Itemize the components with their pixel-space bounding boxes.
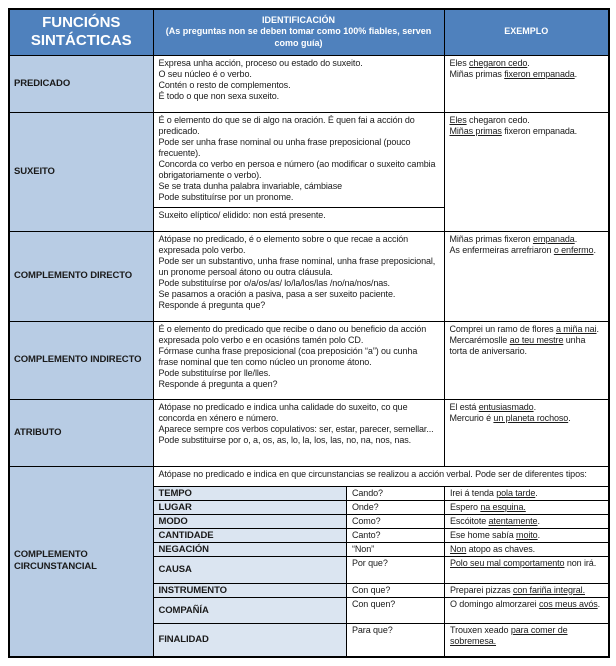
text-line: Pode ser un substantivo, unha frase nominal, unha frase preposicional, un pronome persoal átono ou outra cláusula. [158,255,436,277]
identification-extra [154,208,444,223]
example-cell [444,399,609,466]
underlined-text: Non [450,543,467,554]
circunstancial-subtable [154,487,609,657]
header-col1-title: FUNCIÓNS SINTÁCTICAS [30,13,132,50]
circunstancial-cell [153,466,609,657]
type-label: CANTIDADE [154,528,347,542]
text-line: Concorda co verbo en persoa e número (ao modificar o suxeito cambia obrigatoriamente o verbo). [158,158,436,180]
type-label: NEGACIÓN [154,542,347,556]
type-example [445,528,609,542]
text-line: Se pasamos a oración a pasiva, pasa a ser suxeito paciente. [158,288,396,299]
underlined-text: Eles [449,114,467,125]
text-line: As enfermeiras arrefriaron o enfermo. [449,244,596,255]
circunstancial-type-row [154,597,609,623]
circunstancial-type-row [154,528,609,542]
type-example [445,556,609,583]
row-atributo [9,399,609,466]
underlined-text: Miñas primas [449,125,502,136]
funcions-sintacticas-table [8,8,610,658]
type-question: Con que? [347,583,445,597]
text-line: Aparece sempre cos verbos copulativos: ser, estar, parecer, semellar... [158,423,434,434]
type-example [445,623,609,656]
text-line: Contén o resto de complementos. [158,79,291,90]
underlined-text: entusiasmado [478,401,534,412]
text-line: Pode substituírse por o/a/os/as/ lo/la/los/las /no/na/nos/nas. [158,277,390,288]
text-line: Mercurio é un planeta rochoso. [449,412,571,423]
underlined-text: para comer de sobremesa. [450,624,568,646]
circunstancial-type-row [154,556,609,583]
text-line: Atópase no predicado, é o elemento sobre o que recae a acción expresada polo verbo. [158,233,409,255]
row-label-atributo: ATRIBUTO [9,399,153,466]
type-question: Por que? [347,556,445,583]
identification-main [154,113,444,208]
text-line: Irei á tenda pola tarde. [450,487,538,498]
type-label: MODO [154,514,347,528]
type-question: “Non” [347,542,445,556]
header-col3-title: EXEMPLO [504,26,549,37]
text-line: É o elemento do predicado que recibe o dano ou beneficio da acción expresada polo verbo e en ocasións tamén polo CD. [158,323,427,345]
example-cell [444,231,609,321]
type-label: LUGAR [154,500,347,514]
type-question: Con quen? [347,597,445,623]
table-header [9,9,609,55]
row-complemento-indirecto [9,321,609,399]
text-line: Preparei pizzas con fariña integral. [450,584,585,595]
text-line: Comprei un ramo de flores a miña nai. [449,323,599,334]
header-funcions-sintacticas [9,9,153,55]
type-example [445,500,609,514]
text-line: El está entusiasmado. [449,401,536,412]
row-complemento-circunstancial [9,466,609,657]
circunstancial-intro: Atópase no predicado e indica en que circunstancias se realizou a acción verbal. Pode ser de diferentes tipos: [154,467,609,487]
text-line: Ese home sabía moito. [450,529,540,540]
text-line: Trouxen xeado para comer de sobremesa. [450,624,568,646]
type-question: Onde? [347,500,445,514]
circunstancial-type-row [154,542,609,556]
underlined-text: ao teu mestre [509,334,564,345]
text-line: Espero na esquina. [450,501,526,512]
underlined-text: moito [516,529,538,540]
type-label: INSTRUMENTO [154,583,347,597]
identification-cell [153,399,444,466]
type-question: Canto? [347,528,445,542]
example-cell [444,112,609,231]
text-line: É todo o que non sexa suxeito. [158,90,280,101]
circunstancial-type-row [154,623,609,656]
text-line: Responde á pregunta a quen? [158,378,278,389]
identification-cell [153,321,444,399]
header-identificacion [153,9,444,55]
identification-cell [153,55,444,112]
row-label-predicado: PREDICADO [9,55,153,112]
text-line: Se se trata dunha palabra invariable, cámbiase [158,180,343,191]
type-question: Como? [347,514,445,528]
example-cell [444,321,609,399]
text-line: É o elemento do que se di algo na oración. É quen fai a acción do predicado. [158,114,415,136]
circunstancial-type-row [154,514,609,528]
row-predicado [9,55,609,112]
text-line: Eles chegaron cedo. [449,57,530,68]
type-example [445,583,609,597]
text-line: Expresa unha acción, proceso ou estado do suxeito. [158,57,363,68]
underlined-text: un planeta rochoso [493,412,569,423]
row-label-complemento-directo: COMPLEMENTO DIRECTO [9,231,153,321]
text-line: Miñas primas fixeron empanada. [449,125,578,136]
underlined-text: na esquina. [480,501,526,512]
type-example [445,514,609,528]
text-line: O seu núcleo é o verbo. [158,68,252,79]
type-label: COMPAÑÍA [154,597,347,623]
text-line: Atópase no predicado e indica unha calidade do suxeito, co que concorda en xénero e número. [158,401,408,423]
text-line: Pode substituírse por lle/lles. [158,367,271,378]
row-label-complemento-indirecto: COMPLEMENTO INDIRECTO [9,321,153,399]
underlined-text: o enfermo [553,244,594,255]
text-line: Miñas primas fixeron empanada. [449,233,578,244]
underlined-text: Polo seu mal comportamento [450,557,565,568]
text-line: Responde á pregunta que? [158,299,266,310]
text-line: Suxeito elíptico/ elidido: non está presente. [158,209,326,220]
underlined-text: fixeron empanada [504,68,575,79]
underlined-text: chegaron cedo [469,57,528,68]
circunstancial-type-row [154,487,609,501]
underlined-text: empanada [532,233,575,244]
underlined-text: pola tarde [496,487,536,498]
text-line: Mercarémoslle ao teu mestre unha torta de aniversario. [449,334,586,356]
text-line: Escóitote atentamente. [450,515,540,526]
type-label: TEMPO [154,487,347,501]
text-line: Miñas primas fixeron empanada. [449,68,578,79]
text-line: O domingo almorzarei cos meus avós. [450,598,601,609]
circunstancial-type-row [154,500,609,514]
text-line: Pode ser unha frase nominal ou unha frase preposicional (pouco frecuente). [158,136,411,158]
underlined-text: atentamente [488,515,538,526]
table-body [9,55,609,657]
text-line: Fórmase cunha frase preposicional (coa preposición “a”) ou cunha frase nominal que ten como núcleo un pronome átono. [158,345,418,367]
text-line: Eles chegaron cedo. [449,114,530,125]
example-cell [444,55,609,112]
row-label-suxeito: SUXEITO [9,112,153,231]
underlined-text: con fariña integral. [512,584,585,595]
text-line: Pode substituirse por o, a, os, as, lo, la, los, las, no, na, nos, nas. [158,434,412,445]
row-complemento-directo [9,231,609,321]
underlined-text: cos meus avós [538,598,598,609]
type-label: FINALIDAD [154,623,347,656]
text-line: Polo seu mal comportamento non irá. [450,557,597,568]
type-label: CAUSA [154,556,347,583]
header-col2-note: (As preguntas non se deben tomar como 100% fiables, serven como guía) [165,26,432,49]
type-example [445,487,609,501]
text-line: Pode substituírse por un pronome. [158,191,294,202]
row-suxeito [9,112,609,231]
type-question: Para que? [347,623,445,656]
text-line: Non atopo as chaves. [450,543,536,554]
header-exemplo [444,9,609,55]
header-col2-title: IDENTIFICACIÓN [262,14,335,25]
circunstancial-type-row [154,583,609,597]
type-example [445,597,609,623]
identification-cell [153,231,444,321]
underlined-text: a miña nai [555,323,597,334]
type-example [445,542,609,556]
identification-cell [153,112,444,231]
type-question: Cando? [347,487,445,501]
row-label-complemento-circunstancial: COMPLEMENTO CIRCUNSTANCIAL [9,466,153,657]
